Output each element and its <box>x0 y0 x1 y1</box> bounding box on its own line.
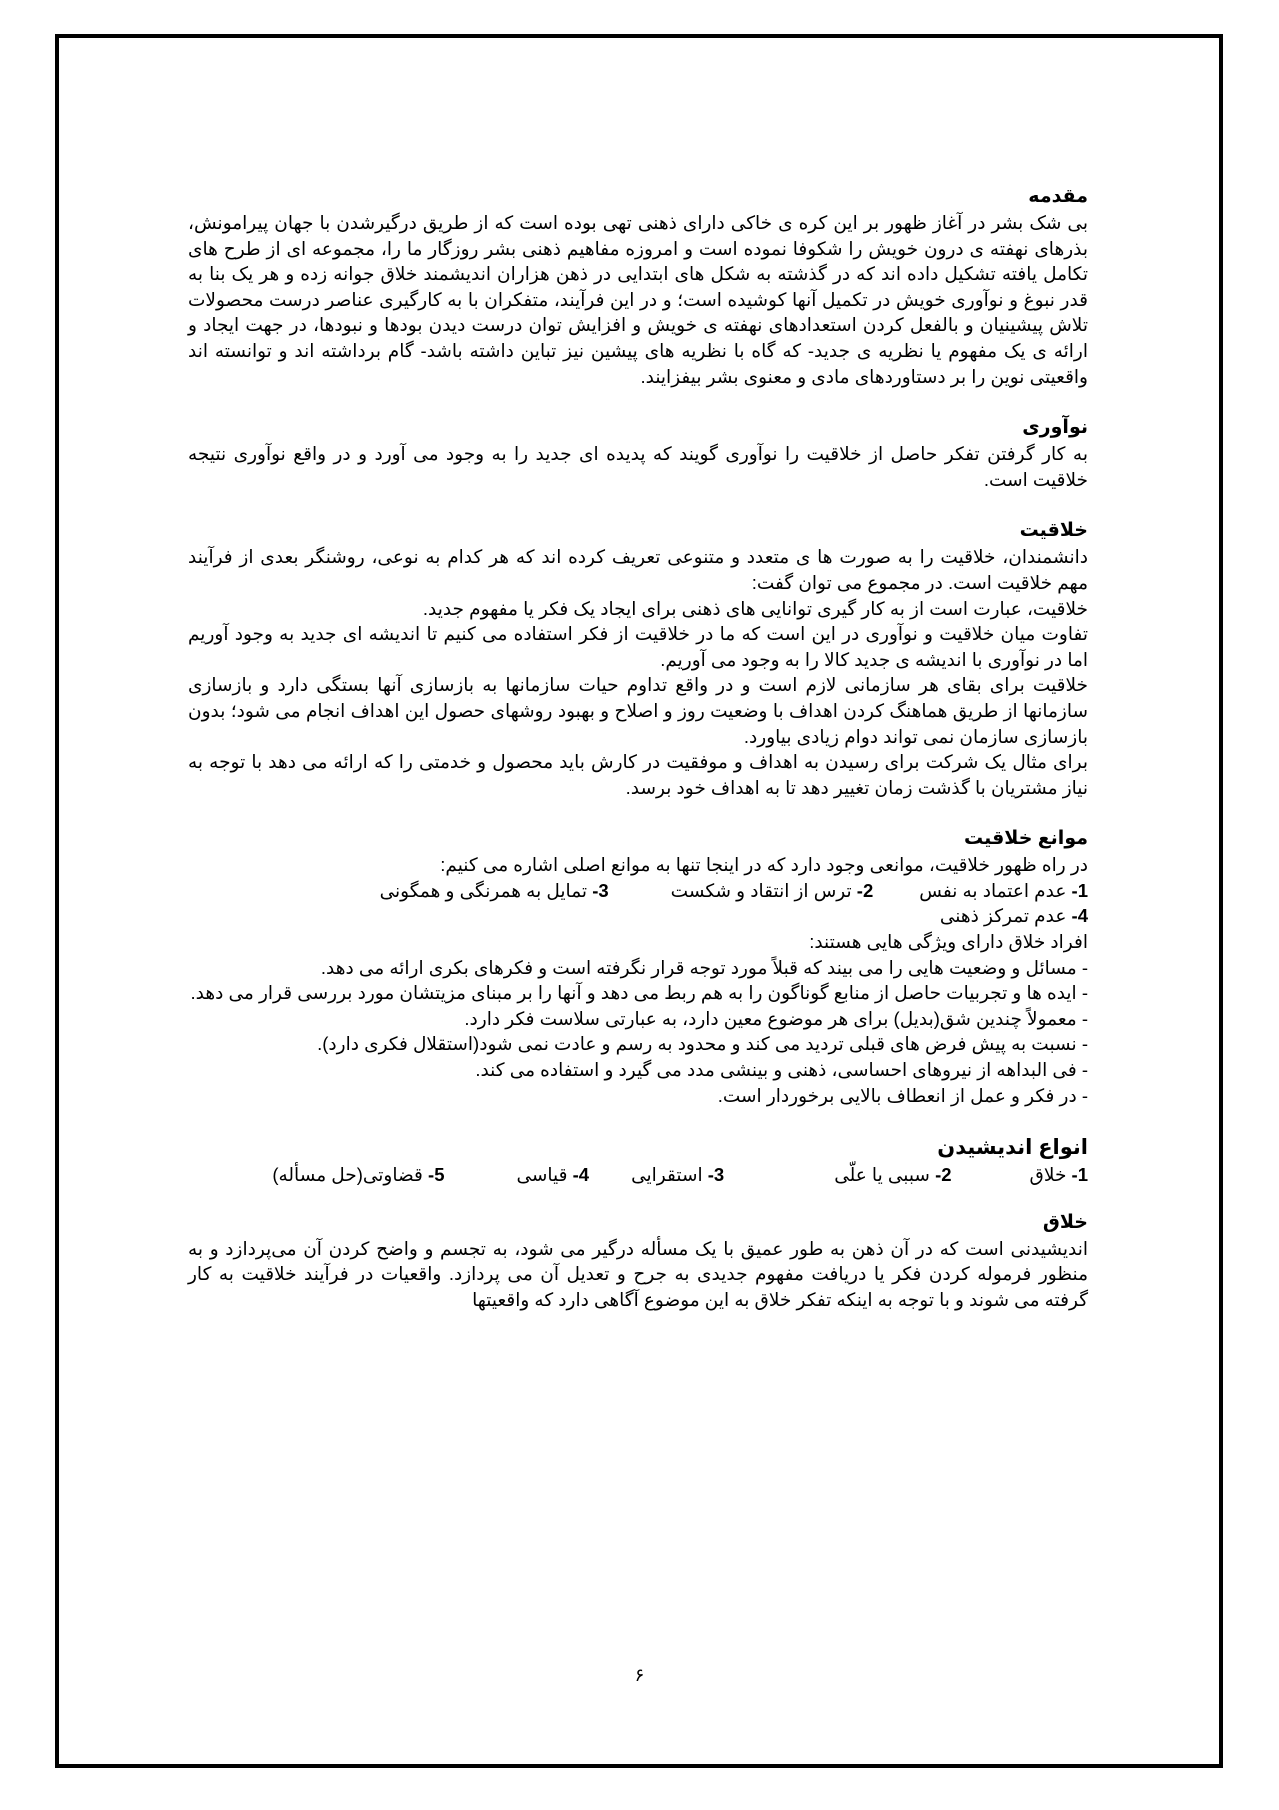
thinking-type-item: 2- سببی یا علّی <box>834 1164 952 1186</box>
barrier-item: 2- ترس از انتقاد و شکست <box>670 879 874 901</box>
trait-item: - ایده ها و تجربیات حاصل از منابع گوناگون را به هم ربط می دهد و آنها را بر مبنای مزیتشان مورد بررسی قرار می دهد. <box>190 982 1088 1004</box>
paragraph-creativity-4: خلاقیت برای بقای هر سازمانی لازم است و در واقع تداوم حیات سازمانها به بازسازی آنها بستگی دارد و بازسازی سازمانها از طریق هماهنگ کردن اهداف با وضعیت روز و اصلاح و بهبود روشهای حصول این اهداف انجام می شود؛ بدون بازسازی سازمان نمی تواند دوام زیادی بیاورد. <box>188 674 1088 747</box>
section-introduction <box>188 184 1088 389</box>
barrier-item: 3- تمایل به همرنگی و همگونی <box>379 879 609 901</box>
trait-item: - فی البداهه از نیروهای احساسی، ذهنی و بینشی مدد می گیرد و استفاده می کند. <box>475 1059 1088 1081</box>
thinking-types-row <box>188 1162 1088 1188</box>
page-number: ۶ <box>634 1665 645 1685</box>
thinking-type-item: 5- قضاوتی(حل مسأله) <box>272 1164 445 1186</box>
section-barriers <box>188 826 1088 1108</box>
thinking-type-item: 1- خلاق <box>1029 1164 1088 1186</box>
paragraph-barriers-intro: در راه ظهور خلاقیت، موانعی وجود دارد که در اینجا تنها به موانع اصلی اشاره می کنیم: <box>440 854 1088 876</box>
paragraph-creativity-1: دانشمندان، خلاقیت را به صورت ها ی متعدد و متنوعی تعریف کرده اند که هر کدام به نوعی، روشنگر بعدی از فرآیند مهم خلاقیت است. در مجموع می توان گفت: <box>188 546 1088 593</box>
heading-creative: خلاق <box>1042 1211 1088 1233</box>
trait-item: - معمولاً چندین شق(بدیل) برای هر موضوع معین دارد، به عبارتی سلاست فکر دارد. <box>464 1007 1088 1029</box>
heading-creativity: خلاقیت <box>1019 520 1088 542</box>
document-body <box>188 184 1088 1313</box>
section-innovation <box>188 415 1088 492</box>
heading-thinking-types: انواع اندیشیدن <box>937 1136 1088 1160</box>
heading-introduction: مقدمه <box>1028 186 1088 207</box>
trait-item: - در فکر و عمل از انعطاف بالایی برخوردار است. <box>717 1084 1088 1106</box>
paragraph-creative: اندیشیدنی است که در آن ذهن به طور عمیق با یک مسأله درگیر می شود، به تجسم و واضح کردن آن می‌پردازد و به منظور فرموله کردن فکر یا دریافت مفهوم جدیدی به جرح و تعدیل آن می پردازد. واقعیات در فرآیند خلاقیت به کار گرفته می شوند و با توجه به اینکه تفکر خلاق به این موضوع آگاهی دارد که واقعیتها <box>188 1237 1088 1310</box>
heading-barriers: موانع خلاقیت <box>963 828 1088 850</box>
barrier-item: 1- عدم اعتماد به نفس <box>919 879 1088 901</box>
trait-item: - نسبت به پیش فرض های قبلی تردید می کند و محدود به رسم و عادت نمی شود(استقلال فکری دارد). <box>317 1033 1088 1055</box>
paragraph-creativity-5: برای مثال یک شرکت برای رسیدن به اهداف و موفقیت در کارش باید محصول و خدمتی را که ارائه می دهد با توجه به نیاز مشتریان با گذشت زمان تغییر دهد تا به اهداف خود برسد. <box>188 751 1088 798</box>
paragraph-introduction: بی شک بشر در آغاز ظهور بر این کره ی خاکی دارای ذهنی تهی بوده است که از طریق درگیرشدن با جهان پیرامونش، بذرهای نهفته ی درون خویش را شکوفا نموده است و امروزه مفاهیم ذهنی بشر روزگار ما را، مجموعه ای از طرح های تکامل یافته تشکیل داده اند که در گذشته به شکل های ابتدایی در ذهن هزاران اندیشمند خلاق جوانه زده و هر یک بنا به قدر نبوغ و نوآوری خویش در تکمیل آنها کوشیده است؛ و در این فرآیند، متفکران با به کارگیری عناصر درست محصولات تلاش پیشینیان و بالفعل کردن استعدادهای نهفته ی خویش و افزایش توان درست دیدن بودها و نبودها، در جهت ایجاد و ارائه ی یک مفهوم یا نظریه ی جدید- که گاه با نظریه های پیشین نیز تباین داشته باشد- گام برداشته اند و توانسته اند واقعیتی نوین را بر دستاوردهای مادی و معنوی بشر بیفزایند. <box>188 212 1088 387</box>
section-creative <box>188 1210 1088 1313</box>
paragraph-traits-intro: افراد خلاق دارای ویژگی هایی هستند: <box>809 931 1088 953</box>
heading-innovation: نوآوری <box>1022 417 1088 439</box>
thinking-type-item: 3- استقرایی <box>631 1164 725 1186</box>
paragraph-innovation: به کار گرفتن تفکر حاصل از خلاقیت را نوآوری گویند که پدیده ای جدید را به وجود می آورد و در واقع نوآوری نتیجه خلاقیت است. <box>188 443 1088 490</box>
paragraph-creativity-2: خلاقیت، عبارت است از به کار گیری توانایی های ذهنی برای ایجاد یک فکر یا مفهوم جدید. <box>422 597 1088 619</box>
paragraph-creativity-3: تفاوت میان خلاقیت و نوآوری در این است که ما در خلاقیت از فکر استفاده می کنیم تا اندیشه ای جدید به وجود آوریم اما در نوآوری با اندیشه ی جدید کالا را به وجود می آوریم. <box>188 623 1088 670</box>
barrier-item: 4- عدم تمرکز ذهنی <box>939 905 1088 927</box>
section-creativity <box>188 518 1088 800</box>
barriers-row-2 <box>188 903 1088 929</box>
section-thinking-types <box>188 1134 1088 1188</box>
barriers-row-1 <box>188 878 1088 904</box>
trait-item: - مسائل و وضعیت هایی را می بیند که قبلاً مورد توجه قرار نگرفته است و فکرهای بکری ارائه می دهد. <box>320 956 1088 978</box>
thinking-type-item: 4- قیاسی <box>516 1164 590 1186</box>
